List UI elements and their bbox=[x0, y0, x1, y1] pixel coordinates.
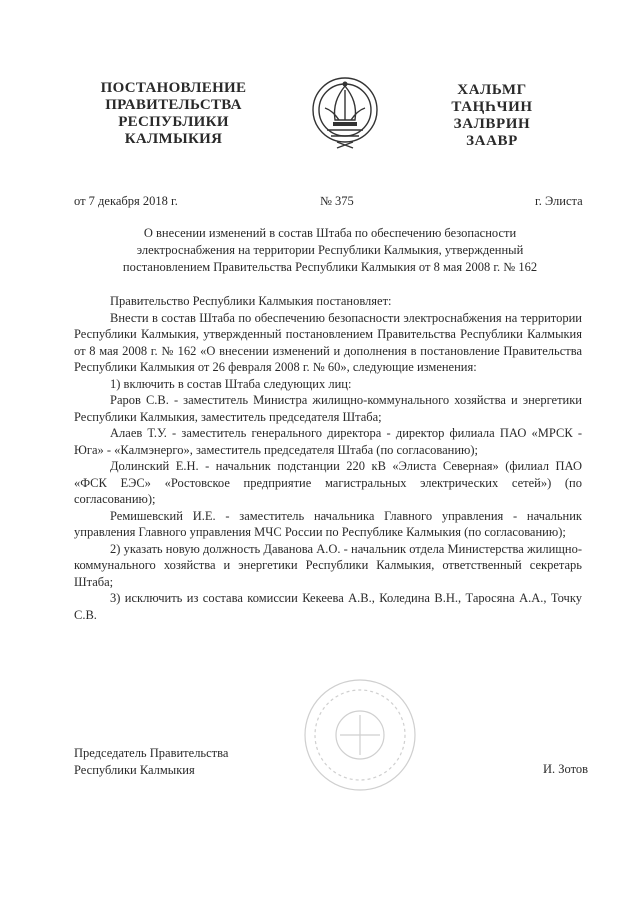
signature-position bbox=[74, 745, 228, 779]
header-left-line: ПРАВИТЕЛЬСТВА bbox=[105, 97, 242, 113]
header-right-line: ХАЛЬМГ bbox=[457, 82, 527, 98]
body-paragraph: Правительство Республики Калмыкия постановляет: bbox=[110, 294, 392, 308]
header-left-line: ПОСТАНОВЛЕНИЕ bbox=[100, 80, 247, 96]
header-left-title bbox=[66, 80, 281, 148]
body-paragraph: 2) указать новую должность Даванова А.О. - начальник отдела Министерства жилищно-коммунального хозяйства и энергетики Республики Калмыкия, ответственный секретарь Штаба; bbox=[74, 541, 582, 589]
document-body bbox=[74, 293, 582, 623]
title-line: постановлением Правительства Республики Калмыкия от 8 мая 2008 г. № 162 bbox=[122, 260, 538, 274]
document-title bbox=[70, 225, 590, 276]
body-paragraph: Долинский Е.Н. - начальник подстанции 220 кВ «Элиста Северная» (филиал ПАО «ФСК ЕЭС» «Ростовское предприятие магистральных электрических сетей») (по согласованию); bbox=[74, 459, 582, 506]
header-right-line: ЗААВР bbox=[466, 133, 518, 149]
document-number: № 375 bbox=[320, 194, 354, 208]
document-date: от 7 декабря 2018 г. bbox=[74, 194, 178, 208]
body-paragraph: Алаев Т.У. - заместитель генерального директора - директор филиала ПАО «МРСК - Юга» - «Калмэнерго», заместитель председателя Штаба (по согласованию); bbox=[74, 426, 582, 457]
header-right-line: ТАҢҺЧИН bbox=[451, 99, 533, 115]
body-paragraph: 3) исключить из состава комиссии Кекеева А.В., Коледина В.Н., Таросяна А.А., Точку С.В. bbox=[74, 591, 582, 622]
coat-of-arms-icon bbox=[309, 70, 381, 158]
signature-position-line: Председатель Правительства bbox=[74, 746, 229, 760]
body-paragraph: Внести в состав Штаба по обеспечению безопасности электроснабжения на территории Республики Калмыкия, утвержденный постановлением Правительства Республики Калмыкия от 8 мая 2008 г. № 162 «О внесении изменений и дополнения в постановление Правительства Республики Калмыкия от 26 февраля 2008 г. № 60», следующие изменения: bbox=[74, 310, 582, 374]
body-paragraph: Ремишевский И.Е. - заместитель начальника Главного управления - начальник управления Главного управления МЧС России по Республике Калмыкия (по согласованию); bbox=[74, 508, 582, 539]
document-city: г. Элиста bbox=[535, 194, 583, 208]
signature-name: И. Зотов bbox=[543, 762, 589, 776]
header-right-line: ЗАЛВРИН bbox=[453, 116, 531, 132]
title-line: электроснабжения на территории Республики Калмыкия, утвержденный bbox=[136, 243, 524, 257]
title-line: О внесении изменений в состав Штаба по обеспечению безопасности bbox=[143, 226, 517, 240]
body-paragraph: 1) включить в состав Штаба следующих лиц: bbox=[110, 376, 352, 391]
official-stamp-icon bbox=[300, 675, 420, 795]
signature-position-line: Республики Калмыкия bbox=[74, 763, 195, 777]
header-left-line: КАЛМЫКИЯ bbox=[124, 131, 223, 147]
header-right-title bbox=[432, 82, 552, 150]
body-paragraph: Раров С.В. - заместитель Министра жилищно-коммунального хозяйства и энергетики Республики Калмыкия, заместитель председателя Штаба; bbox=[74, 393, 582, 424]
header-left-line: РЕСПУБЛИКИ bbox=[118, 114, 229, 130]
